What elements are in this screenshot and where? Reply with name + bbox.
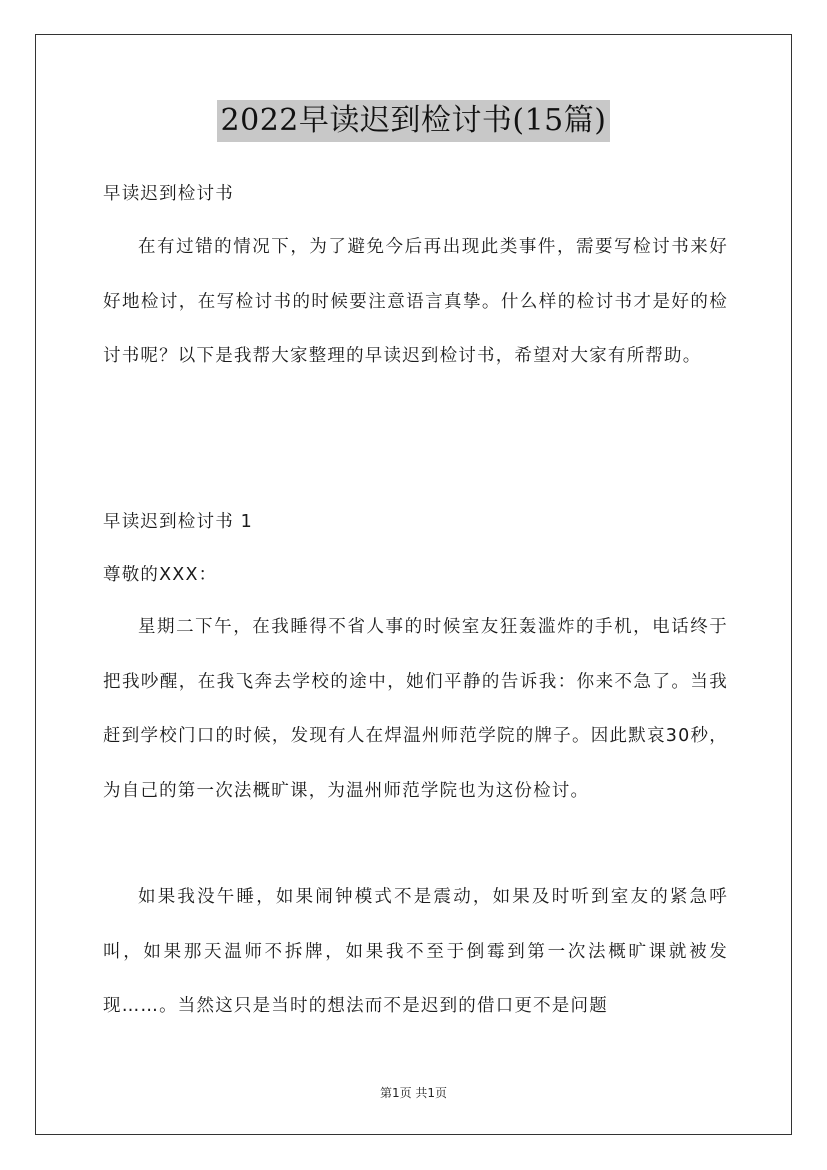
paragraph-1: 星期二下午，在我睡得不省人事的时候室友狂轰滥炸的手机，电话终于把我吵醒，在我飞奔去学校的途中，她们平静的告诉我：你来不急了。当我赶到学校门口的时候，发现有人在焊温州师范学院的牌子。因此默哀30秒，为自己的第一次法概旷课，为温州师范学院也为这份检讨。 (103, 617, 728, 801)
document-title: 2022早读迟到检讨书(15篇) (217, 100, 611, 142)
document-title-wrapper (0, 100, 827, 142)
paragraph-2: 如果我没午睡，如果闹钟模式不是震动，如果及时听到室友的紧急呼叫，如果那天温师不拆牌，如果我不至于倒霉到第一次法概旷课就被发现……。当然这只是当时的想法而不是迟到的借口更不是问题 (103, 887, 728, 1016)
salutation: 尊敬的XXX： (103, 565, 218, 585)
page-number-footer: 第1页 共1页 (379, 1086, 448, 1100)
section-title: 早读迟到检讨书 1 (103, 512, 253, 532)
main-heading: 早读迟到检讨书 (103, 184, 234, 204)
intro-paragraph: 在有过错的情况下，为了避免今后再出现此类事件，需要写检讨书来好好地检讨，在写检讨书的时候要注意语言真挚。什么样的检讨书才是好的检讨书呢？以下是我帮大家整理的早读迟到检讨书，希望对大家有所帮助。 (103, 237, 728, 366)
